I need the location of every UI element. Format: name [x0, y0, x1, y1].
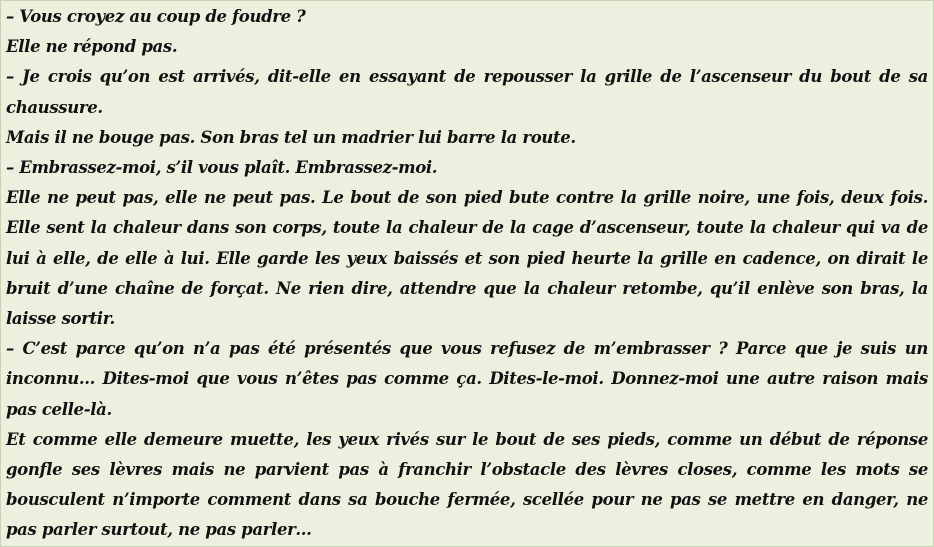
paragraph-question: – Vous croyez au coup de foudre ? — [6, 7, 306, 26]
document-text — [6, 2, 928, 546]
paragraph-arm-blocks: Mais il ne bouge pas. Son bras tel un madrier lui barre la route. — [6, 127, 576, 147]
paragraph-arrived: – Je crois qu’on est arrivés, dit-elle en essayant de repousser la grille de l’ascenseur du bout de sa chaussure. — [6, 67, 928, 117]
paragraph-she-cannot: Elle ne peut pas, elle ne peut pas. Le bout de son pied bute contre la grille noire, une fois, deux fois. Elle sent la chaleur dans son corps, toute la chaleur de la cage d’ascenseur, toute la chaleur qui va de lui à elle, de elle à lui. Elle garde les yeux baissés et son pied heurte la grille en cadence, on dirait le bruit d’une chaîne de forçat. Ne rien dire, attendre que la chaleur retombe, qu’il enlève son bras, la laisse sortir. — [6, 188, 928, 329]
paragraph-she-remains-silent: Et comme elle demeure muette, les yeux rivés sur le bout de ses pieds, comme un début de réponse gonfle ses lèvres mais ne parvient pas à franchir l’obstacle des lèvres closes, comme les mots se bousculent n’importe comment dans sa bouche fermée, scellée pour ne pas se mettre en danger, ne pas parler surtout, ne pas parler… — [6, 429, 928, 540]
paragraph-kiss-me: – Embrassez-moi, s’il vous plaît. Embrassez-moi. — [6, 158, 438, 178]
paragraph-no-answer: Elle ne répond pas. — [6, 37, 178, 57]
paragraph-not-introduced: – C’est parce qu’on n’a pas été présentés que vous refusez de m’embrasser ? Parce que je suis un inconnu… Dites-moi que vous n’êtes pas comme ça. Dites-le-moi. Donnez-moi une autre raison mais pas celle-là. — [6, 339, 928, 419]
